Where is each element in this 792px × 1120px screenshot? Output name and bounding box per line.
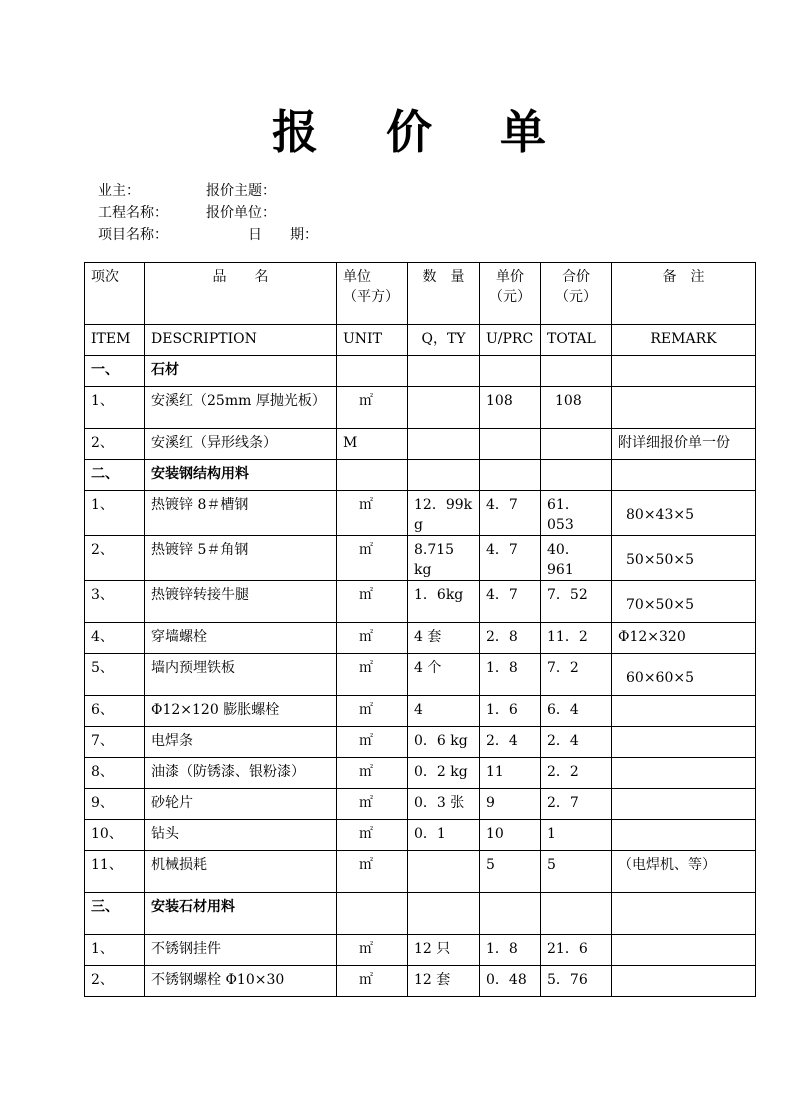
section-name: 石材 (145, 356, 337, 387)
row-remark: 附详细报价单一份 (612, 429, 756, 460)
row-qty: 0．2 kg (408, 758, 480, 789)
row-unit: ㎡ (337, 387, 408, 429)
header-name: 品 名 (145, 263, 337, 325)
table-row (85, 789, 756, 820)
row-price: 2．4 (480, 727, 541, 758)
row-qty: 0．3 张 (408, 789, 480, 820)
row-remark (612, 387, 756, 429)
section-name: 安装钢结构用料 (145, 460, 337, 491)
row-unit: M (337, 429, 408, 460)
subject-label: 报价主题： (206, 183, 276, 199)
row-total (541, 429, 612, 460)
row-remark: 60×60×5 (612, 654, 756, 696)
header-remark: 备 注 (612, 263, 756, 325)
row-no: 10、 (85, 820, 145, 851)
info-line-1 (98, 180, 276, 202)
row-qty: 12．99kg (408, 491, 480, 536)
row-remark (612, 758, 756, 789)
quote-table (84, 262, 756, 997)
table-row (85, 387, 756, 429)
row-remark (612, 789, 756, 820)
section-no: 三、 (85, 893, 145, 935)
row-unit: ㎡ (337, 758, 408, 789)
row-no: 8、 (85, 758, 145, 789)
row-unit: ㎡ (337, 491, 408, 536)
section-name: 安装石材用料 (145, 893, 337, 935)
owner-label: 业主： (98, 183, 140, 199)
row-total: 61．053 (541, 491, 612, 536)
info-line-2 (98, 202, 276, 224)
row-name: Φ12×120 膨胀螺栓 (145, 696, 337, 727)
header-en-price: U/PRC (480, 325, 541, 356)
row-name: 电焊条 (145, 727, 337, 758)
row-remark: （电焊机、等） (612, 851, 756, 893)
row-qty (408, 851, 480, 893)
row-price: 1．8 (480, 935, 541, 966)
row-remark (612, 727, 756, 758)
row-qty: 12 只 (408, 935, 480, 966)
row-price: 4．7 (480, 581, 541, 623)
row-qty: 8.715 kg (408, 536, 480, 581)
header-no: 项次 (85, 263, 145, 325)
row-no: 2、 (85, 429, 145, 460)
table-row (85, 581, 756, 623)
table-row (85, 491, 756, 536)
row-qty: 1．6kg (408, 581, 480, 623)
row-no: 2、 (85, 536, 145, 581)
header-en-qty: Q，TY (408, 325, 480, 356)
row-no: 3、 (85, 581, 145, 623)
header-price: 单价 （元） (480, 263, 541, 325)
table-row (85, 935, 756, 966)
row-total: 6．4 (541, 696, 612, 727)
row-no: 5、 (85, 654, 145, 696)
row-name: 机械损耗 (145, 851, 337, 893)
table-row (85, 654, 756, 696)
row-no: 1、 (85, 387, 145, 429)
row-name: 钻头 (145, 820, 337, 851)
row-remark: Φ12×320 (612, 623, 756, 654)
row-price: 1．6 (480, 696, 541, 727)
header-unit: 单位 （平方） (337, 263, 408, 325)
row-qty: 4 套 (408, 623, 480, 654)
row-unit: ㎡ (337, 654, 408, 696)
row-total: 2．7 (541, 789, 612, 820)
row-total: 7．52 (541, 581, 612, 623)
row-unit: ㎡ (337, 820, 408, 851)
table-row (85, 727, 756, 758)
row-no: 9、 (85, 789, 145, 820)
section-no: 一、 (85, 356, 145, 387)
row-price (480, 429, 541, 460)
row-no: 1、 (85, 491, 145, 536)
row-unit: ㎡ (337, 935, 408, 966)
header-en-remark: REMARK (612, 325, 756, 356)
table-row (85, 696, 756, 727)
row-price: 10 (480, 820, 541, 851)
row-total: 2．4 (541, 727, 612, 758)
table-row (85, 623, 756, 654)
row-total: 11．2 (541, 623, 612, 654)
project-label: 工程名称： (98, 205, 168, 221)
row-no: 6、 (85, 696, 145, 727)
row-unit: ㎡ (337, 623, 408, 654)
row-remark (612, 820, 756, 851)
table-row (85, 758, 756, 789)
row-price: 108 (480, 387, 541, 429)
row-name: 油漆（防锈漆、银粉漆） (145, 758, 337, 789)
header-row-en (85, 325, 756, 356)
row-name: 热镀锌 8＃槽钢 (145, 491, 337, 536)
row-total: 5．76 (541, 966, 612, 997)
row-name: 不锈钢挂件 (145, 935, 337, 966)
row-unit: ㎡ (337, 696, 408, 727)
header-en-no: ITEM (85, 325, 145, 356)
table-row (85, 820, 756, 851)
row-total: 108 (541, 387, 612, 429)
info-line-3 (98, 224, 318, 246)
row-qty: 0．1 (408, 820, 480, 851)
row-no: 7、 (85, 727, 145, 758)
row-price: 4．7 (480, 536, 541, 581)
date-label: 日 期： (248, 227, 318, 243)
row-price: 0．48 (480, 966, 541, 997)
row-total: 7．2 (541, 654, 612, 696)
row-price: 5 (480, 851, 541, 893)
row-name: 安溪红（异形线条） (145, 429, 337, 460)
row-qty: 12 套 (408, 966, 480, 997)
row-remark (612, 935, 756, 966)
document-title: 报 价 单 (271, 105, 573, 159)
quote-unit-label: 报价单位： (206, 205, 276, 221)
row-unit: ㎡ (337, 851, 408, 893)
row-name: 砂轮片 (145, 789, 337, 820)
row-price: 9 (480, 789, 541, 820)
table-row (85, 966, 756, 997)
row-remark: 80×43×5 (612, 491, 756, 536)
row-remark: 50×50×5 (612, 536, 756, 581)
section-row-stone-install (85, 893, 756, 935)
row-total: 40．961 (541, 536, 612, 581)
section-row-steel (85, 460, 756, 491)
row-total: 5 (541, 851, 612, 893)
row-price: 2．8 (480, 623, 541, 654)
row-qty: 4 个 (408, 654, 480, 696)
row-price: 11 (480, 758, 541, 789)
row-unit: ㎡ (337, 966, 408, 997)
row-unit: ㎡ (337, 789, 408, 820)
header-qty: 数 量 (408, 263, 480, 325)
row-name: 热镀锌 5＃角钢 (145, 536, 337, 581)
row-qty (408, 387, 480, 429)
row-total: 21．6 (541, 935, 612, 966)
row-no: 11、 (85, 851, 145, 893)
header-total: 合价 （元） (541, 263, 612, 325)
header-en-unit: UNIT (337, 325, 408, 356)
row-no: 2、 (85, 966, 145, 997)
item-name-label: 项目名称： (98, 227, 168, 243)
row-total: 1 (541, 820, 612, 851)
section-no: 二、 (85, 460, 145, 491)
row-price: 4．7 (480, 491, 541, 536)
row-name: 穿墙螺栓 (145, 623, 337, 654)
row-total: 2．2 (541, 758, 612, 789)
row-unit: ㎡ (337, 536, 408, 581)
row-price: 1．8 (480, 654, 541, 696)
row-qty (408, 429, 480, 460)
row-unit: ㎡ (337, 727, 408, 758)
row-name: 安溪红（25mm 厚抛光板） (145, 387, 337, 429)
row-name: 墙内预埋铁板 (145, 654, 337, 696)
row-no: 1、 (85, 935, 145, 966)
row-qty: 0．6 kg (408, 727, 480, 758)
header-en-name: DESCRIPTION (145, 325, 337, 356)
row-remark (612, 966, 756, 997)
section-row-stone (85, 356, 756, 387)
table-row (85, 851, 756, 893)
row-name: 热镀锌转接牛腿 (145, 581, 337, 623)
row-remark (612, 696, 756, 727)
row-unit: ㎡ (337, 581, 408, 623)
header-row-cn (85, 263, 756, 325)
table-row (85, 536, 756, 581)
row-remark: 70×50×5 (612, 581, 756, 623)
header-en-total: TOTAL (541, 325, 612, 356)
table-row (85, 429, 756, 460)
row-no: 4、 (85, 623, 145, 654)
row-qty: 4 (408, 696, 480, 727)
row-name: 不锈钢螺栓 Φ10×30 (145, 966, 337, 997)
